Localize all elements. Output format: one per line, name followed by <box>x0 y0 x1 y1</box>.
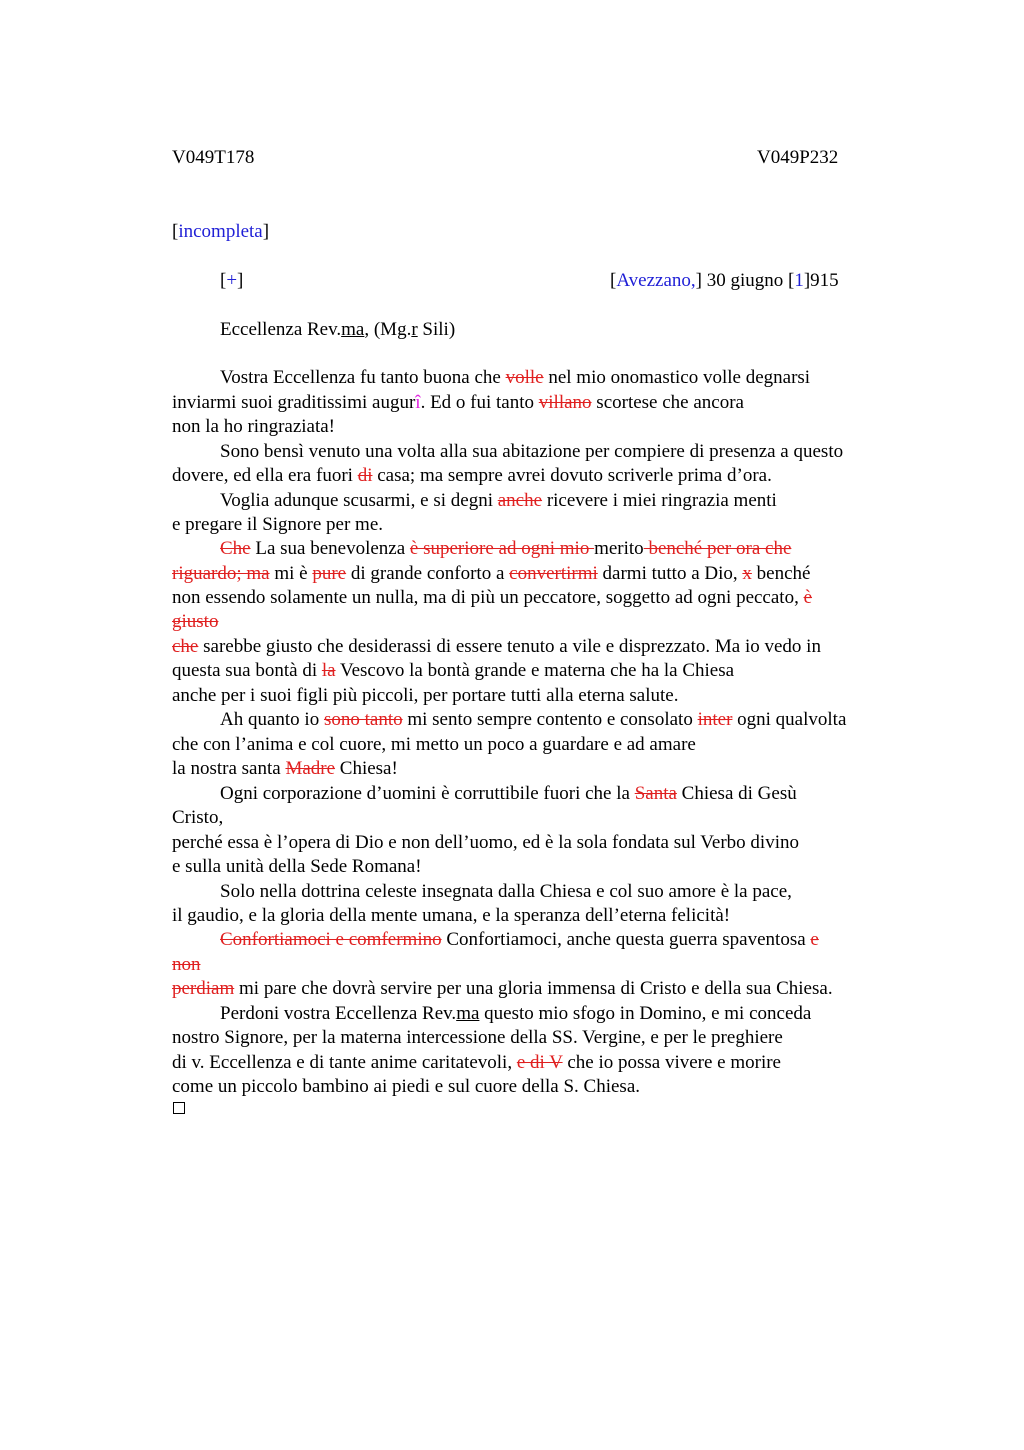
text-segment: inviarmi suoi graditissimi augur <box>172 392 416 413</box>
deleted-text: sono tanto <box>323 709 403 730</box>
text-segment: La sua benevolenza <box>250 538 410 559</box>
cross-mark: + <box>226 270 238 291</box>
text-segment: Perdoni vostra Eccellenza Rev. <box>220 1003 457 1024</box>
deleted-text: volle <box>505 367 544 388</box>
letter-line <box>172 904 730 928</box>
letter-line <box>172 977 833 1001</box>
status-tag-line: [incompleta] <box>172 221 270 242</box>
letter-line <box>172 806 223 830</box>
deleted-text: che <box>172 636 199 657</box>
letter-line <box>220 708 846 732</box>
text-segment: questo mio sfogo in Domino, e mi conceda <box>479 1003 812 1024</box>
text-segment: nostro Signore, per la materna intercessione della SS. Vergine, e per le preghiere <box>172 1027 783 1048</box>
deleted-text: anche <box>497 490 543 511</box>
letter-line <box>172 562 810 586</box>
letter-line <box>172 1051 781 1075</box>
text-segment: Chiesa di Gesù <box>676 783 797 804</box>
text-segment: ogni qualvolta <box>732 709 847 730</box>
letter-line <box>220 928 819 952</box>
text-segment: anche per i suoi figli più piccoli, per portare tutti alla eterna salute. <box>172 685 679 706</box>
deleted-text: villano <box>538 392 592 413</box>
deleted-text: perdiam <box>172 978 235 999</box>
text-segment: nel mio onomastico volle degnarsi <box>543 367 811 388</box>
letter-line <box>172 635 821 659</box>
text-segment: Solo nella dottrina celeste insegnata dalla Chiesa e col suo amore è la pace, <box>220 881 792 902</box>
text-segment: casa; ma sempre avrei dovuto scriverle prima d’ora. <box>372 465 772 486</box>
text-segment: e sulla unità della Sede Romana! <box>172 856 422 877</box>
salutation-mid: , (Mg. <box>364 319 412 340</box>
text-segment: dovere, ed ella era fuori <box>172 465 358 486</box>
text-segment: Vostra Eccellenza fu tanto buona che <box>220 367 506 388</box>
salutation-pre: Eccellenza Rev. <box>220 319 342 340</box>
text-segment: Cristo, <box>172 807 224 828</box>
deleted-text: di <box>357 465 373 486</box>
text-segment: non la ho ringraziata! <box>172 416 336 437</box>
deleted-text: Madre <box>285 758 336 779</box>
text-segment: Ah quanto io <box>220 709 324 730</box>
underlined-text: ma <box>456 1003 480 1024</box>
text-segment: merito <box>594 538 644 559</box>
letter-line <box>172 831 799 855</box>
salutation-r: r <box>411 319 418 340</box>
deleted-text: la <box>321 660 336 681</box>
text-segment: Sono bensì venuto una volta alla sua abitazione per compiere di presenza a questo <box>220 441 844 462</box>
text-segment: Confortiamoci, anche questa guerra spaventosa <box>441 929 811 950</box>
deleted-text: giusto <box>172 611 219 632</box>
text-segment: non essendo solamente un nulla, ma di più un peccatore, soggetto ad ogni peccato, <box>172 587 804 608</box>
text-segment: perché essa è l’opera di Dio e non dell’uomo, ed è la sola fondata sul Verbo divino <box>172 832 799 853</box>
cross-mark-line: [+] <box>220 270 244 291</box>
text-segment: di v. Eccellenza e di tante anime caritatevoli, <box>172 1052 517 1073</box>
salutation-line <box>220 318 455 342</box>
letter-line <box>172 586 812 610</box>
deleted-text: inter <box>697 709 733 730</box>
deleted-text: riguardo; ma <box>172 563 270 584</box>
place-name: Avezzano, <box>616 270 696 291</box>
letter-line <box>220 1002 811 1026</box>
text-segment: Ogni corporazione d’uomini è corruttibile fuori che la <box>220 783 635 804</box>
text-segment: il gaudio, e la gloria della mente umana, e la speranza dell’eterna felicità! <box>172 905 731 926</box>
text-segment: sarebbe giusto che desiderassi di essere tenuto a vile e disprezzato. Ma io vedo in <box>198 636 821 657</box>
text-segment: Chiesa! <box>335 758 398 779</box>
letter-line <box>172 464 772 488</box>
deleted-text: non <box>172 954 201 975</box>
deleted-text: è <box>803 587 813 608</box>
text-segment: Vescovo la bontà grande e materna che ha la Chiesa <box>335 660 735 681</box>
text-segment: scortese che ancora <box>591 392 744 413</box>
text-segment: e pregare il Signore per me. <box>172 514 384 535</box>
date-text: 30 giugno <box>701 270 788 291</box>
deleted-text: e <box>810 929 819 950</box>
letter-line <box>220 489 777 513</box>
uncertain-char: î <box>415 392 421 413</box>
letter-line <box>172 415 335 439</box>
deleted-text: e di V <box>516 1052 563 1073</box>
deleted-text: pure <box>312 563 347 584</box>
letter-line <box>220 880 792 904</box>
salutation-ma: ma <box>341 319 365 340</box>
deleted-text: x <box>742 563 752 584</box>
salutation-post: Sili) <box>417 319 456 340</box>
text-segment: benché <box>751 563 811 584</box>
letter-line <box>172 855 422 879</box>
text-segment: questa sua bontà di <box>172 660 322 681</box>
text-segment: darmi tutto a Dio, <box>597 563 743 584</box>
letter-line <box>172 1075 640 1099</box>
text-segment: che con l’anima e col cuore, mi metto un poco a guardare e ad amare <box>172 734 696 755</box>
text-segment: ricevere i miei ringrazia menti <box>542 490 777 511</box>
letter-line <box>220 782 797 806</box>
letter-line <box>172 391 744 415</box>
letter-line <box>172 953 201 977</box>
text-segment: mi pare che dovrà servire per una gloria immensa di Cristo e della sua Chiesa. <box>234 978 833 999</box>
letter-line <box>220 366 810 390</box>
letter-line <box>172 1026 783 1050</box>
text-segment: come un piccolo bambino ai piedi e sul cuore della S. Chiesa. <box>172 1076 641 1097</box>
letter-line <box>172 684 678 708</box>
status-tag: incompleta <box>178 221 263 242</box>
deleted-text: Confortiamoci e comfermino <box>220 929 442 950</box>
letter-line <box>172 610 218 634</box>
place-date-line: [Avezzano,] 30 giugno [1]915 <box>610 270 839 291</box>
letter-line <box>172 659 734 683</box>
text-segment: . Ed o fui tanto <box>420 392 539 413</box>
document-code-right: V049P232 <box>757 147 839 168</box>
letter-line <box>172 757 398 781</box>
letter-line <box>220 440 843 464</box>
document-code-left: V049T178 <box>172 147 255 168</box>
deleted-text: è superiore ad ogni mio <box>409 538 595 559</box>
deleted-text: Che <box>220 538 251 559</box>
deleted-text: Santa <box>634 783 677 804</box>
deleted-text: convertirmi <box>509 563 598 584</box>
text-segment: di grande conforto a <box>346 563 510 584</box>
text-segment: che io possa vivere e morire <box>562 1052 781 1073</box>
letter-line <box>172 733 696 757</box>
end-square-icon <box>173 1102 185 1114</box>
text-segment: mi è <box>269 563 313 584</box>
letter-line <box>220 537 791 561</box>
year-rest: 915 <box>810 270 839 291</box>
text-segment: la nostra santa <box>172 758 286 779</box>
year-digit: 1 <box>794 270 804 291</box>
letter-line <box>172 513 383 537</box>
text-segment: mi sento sempre contento e consolato <box>402 709 698 730</box>
text-segment: Voglia adunque scusarmi, e si degni <box>220 490 498 511</box>
deleted-text: benché per ora che <box>643 538 792 559</box>
